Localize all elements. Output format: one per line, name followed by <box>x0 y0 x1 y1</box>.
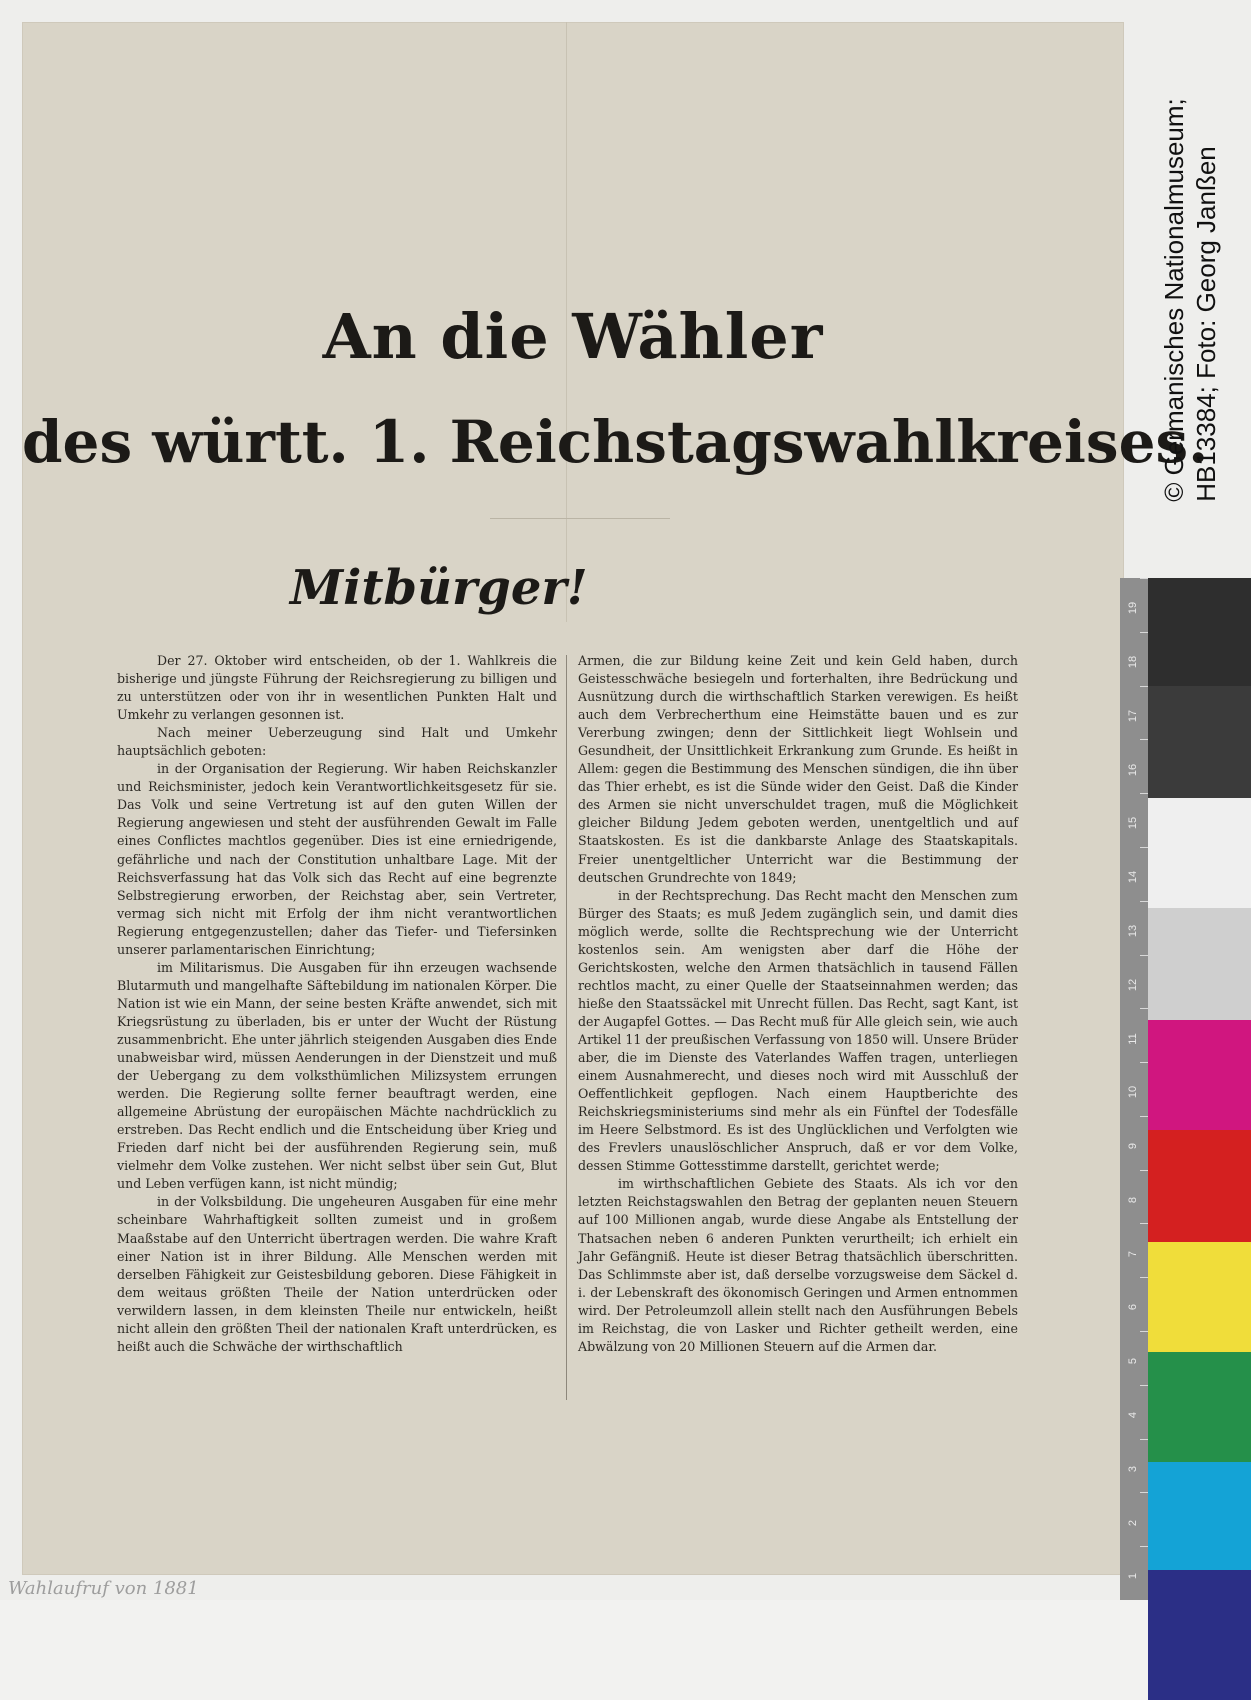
ruler-tick-label: 16 <box>1127 763 1139 776</box>
ruler-tick-label: 12 <box>1127 978 1139 991</box>
paragraph: Armen, die zur Bildung keine Zeit und kein Geld haben, durch Geistesschwäche besiegeln und forterhalten, ihre Bedrückung und Ausnützung durch die wirthschaftlich Starken verewigen. Es heißt auch dem Verbrecherthum eine Heimstätte bauen und es zur Vererbung zwingen; denn der Sittlichkeit liegt Wohlsein und Gesundheit, der Unsittlichkeit Erkrankung zum Grunde. Es heißt in Allem: gegen die Bestimmung des Menschen sündigen, die ihn über das Thier erhebt, es ist die Sünde wider den Geist. Daß die Kinder des Armen sie nicht unverschuldet tragen, muß die Möglichkeit gleicher Bildung Jedem geboten werden, unentgeltlich und auf Staatskosten. Es ist die dankbarste Anlage des Staatskapitals. Freier unentgeltlicher Unterricht war die Bestimmung der deutschen Grundrechte von 1849; <box>578 653 1018 885</box>
paragraph: im wirthschaftlichen Gebiete des Staats. Als ich vor den letzten Reichstagswahlen den Betrag der geplanten neuen Steuern auf 100 Millionen angab, wurde diese Angabe als Entstellung der Thatsachen neben 6 anderen Punkten verurtheilt; ich erhielt ein Jahr Gefängniß. Heute ist dieser Betrag thatsächlich überschritten. Das Schlimmste aber ist, daß derselbe vorzugsweise dem Säckel d. i. der Lebenskraft des ökonomisch Geringen und Armen entnommen wird. Der Petroleumzoll allein stellt nach den Ausführungen Bebels im Reichstag, die von Lasker und Richter getheilt werden, eine Abwälzung von 20 Millionen Steuern auf die Armen dar. <box>578 1176 1018 1354</box>
document-title-line1: An die Wähler <box>322 300 824 373</box>
ruler-tick <box>1140 1385 1148 1386</box>
column-divider <box>566 655 567 1400</box>
paragraph: in der Organisation der Regierung. Wir haben Reichskanzler und Reichsminister, jedoch kein Verantwortlichkeitsgesetz für sie. Das Volk und seine Vertretung ist auf den guten Willen der Regierung angewiesen und steht der ausführenden Gewalt im Falle eines Conflictes machtlos gegenüber. Dies ist eine erniedrigende, gefährliche und nach der Constitution unhaltbare Lage. Mit der Reichsverfassung hat das Volk sich das Recht auf eine begrenzte Selbstregierung erworben, der Reichstag aber, sein Vertreter, vermag sich nicht mit Erfolg der ihm nicht verantwortlichen Regierung entgegenzustellen; daher das Tiefer- und Tiefersinken unserer parlamentarischen Einrichtung; <box>117 761 557 957</box>
ruler-tick-label: 7 <box>1127 1250 1139 1257</box>
ruler-tick-label: 10 <box>1127 1086 1139 1099</box>
ruler-tick-label: 9 <box>1127 1143 1139 1150</box>
cm-ruler <box>1120 578 1148 1600</box>
ruler-tick <box>1140 847 1148 848</box>
ruler-tick-label: 18 <box>1127 655 1139 669</box>
paragraph: im Militarismus. Die Ausgaben für ihn erzeugen wachsende Blutarmuth und mangelhafte Säftebildung im nationalen Körper. Die Nation ist wie ein Mann, der seine besten Kräfte anwendet, sich mit Kriegsrüstung zu überladen, bis er unter der Wucht der Rüstung zusammenbricht. Ehe unter jährlich steigenden Ausgaben dies Ende unabweisbar wird, müssen Aenderungen in der Dienstzeit und muß der Uebergang zu dem volksthümlichen Milizsystem errungen werden. Die Regierung sollte ferner beauftragt werden, eine allgemeine Abrüstung der europäischen Mächte nachdrücklich zu erstreben. Das Recht endlich und die Entscheidung über Krieg und Frieden darf nicht bei der ausführenden Regierung sein, muß vielmehr dem Volke zustehen. Wer nicht selbst über sein Gut, Blut und Leben verfügen kann, ist nicht mündig; <box>117 959 557 1192</box>
ruler-tick <box>1140 686 1148 687</box>
color-swatch <box>1148 1462 1251 1570</box>
ruler-tick-label: 2 <box>1127 1519 1139 1526</box>
color-swatch <box>1148 908 1251 1020</box>
ruler-tick-label: 1 <box>1127 1573 1139 1580</box>
ruler-tick <box>1140 1439 1148 1440</box>
paragraph: in der Volksbildung. Die ungeheuren Ausgaben für eine mehr scheinbare Wahrhaftigkeit sollten zumeist und in großem Maaßstabe auf den Unterricht übertragen werden. Die wahre Kraft einer Nation ist in ihrer Bildung. Alle Menschen werden mit derselben Fähigkeit zur Geistesbildung geboren. Diese Fähigkeit in dem weitaus größten Theile der Nation unterdrücken oder verwildern lassen, in dem kleinsten Theile nur entwickeln, heißt nicht allein den größten Theil der nationalen Kraft unterdrücken, es heißt auch die Schwäche der wirthschaftlich <box>117 1194 557 1354</box>
ruler-tick <box>1140 1223 1148 1224</box>
ruler-tick-label: 5 <box>1127 1358 1139 1365</box>
salutation: Mitbürger! <box>290 560 588 616</box>
handwritten-margin-note: Wahlaufruf von 1881 <box>8 1578 199 1599</box>
ruler-tick-label: 6 <box>1127 1304 1139 1311</box>
paragraph: Der 27. Oktober wird entscheiden, ob der 1. Wahlkreis die bisherige und jüngste Führung der Reichsregierung zu billigen und zu unterstützen oder von ihr in wesentlichen Punkten Halt und Umkehr zu verlangen gesonnen ist. <box>117 653 557 723</box>
credit-line1: © Germanisches Nationalmuseum; <box>1159 98 1189 502</box>
color-swatch <box>1148 686 1251 798</box>
ruler-tick <box>1140 955 1148 956</box>
ruler-tick <box>1140 739 1148 740</box>
color-swatch <box>1148 1130 1251 1242</box>
ruler-tick <box>1140 1170 1148 1171</box>
ruler-tick <box>1140 1008 1148 1009</box>
title-divider <box>490 518 670 519</box>
photo-credit-text <box>1158 98 1222 502</box>
ruler-tick-label: 8 <box>1127 1196 1139 1203</box>
photo-credit <box>1140 30 1240 570</box>
ruler-tick-label: 3 <box>1127 1465 1139 1472</box>
credit-line2: HB13384; Foto: Georg Janßen <box>1191 146 1221 502</box>
color-swatch <box>1148 1242 1251 1352</box>
ruler-tick <box>1140 1331 1148 1332</box>
ruler-tick-label: 15 <box>1127 817 1139 830</box>
ruler-tick <box>1140 1492 1148 1493</box>
color-swatch <box>1148 578 1251 686</box>
ruler-tick <box>1140 578 1148 579</box>
ruler-tick-label: 4 <box>1127 1411 1139 1419</box>
color-swatch <box>1148 1570 1251 1700</box>
ruler-tick-label: 13 <box>1127 924 1139 938</box>
ruler-tick <box>1140 1277 1148 1278</box>
document-title-line2: des württ. 1. Reichstagswahlkreises. <box>22 408 1209 476</box>
color-swatch <box>1148 1352 1251 1462</box>
ruler-tick <box>1140 901 1148 902</box>
paragraph: Nach meiner Ueberzeugung sind Halt und Umkehr hauptsächlich geboten: <box>117 725 557 759</box>
right-column <box>578 652 1018 1356</box>
left-column <box>117 652 557 1356</box>
color-swatch <box>1148 798 1251 908</box>
ruler-tick <box>1140 1546 1148 1547</box>
ruler-tick-label: 14 <box>1127 871 1139 884</box>
ruler-tick <box>1140 793 1148 794</box>
ruler-tick <box>1140 632 1148 633</box>
color-swatch <box>1148 1020 1251 1130</box>
color-calibration-scale <box>1120 578 1251 1600</box>
paragraph: in der Rechtsprechung. Das Recht macht den Menschen zum Bürger des Staats; es muß Jedem zugänglich sein, und damit dies möglich werde, sollte die Rechtsprechung wie der Unterricht kostenlos sein. Am wenigsten aber darf die Höhe der Gerichtskosten, welche den Armen thatsächlich in tausend Fällen rechtlos macht, zu einer Quelle der Staatseinnahmen werden; das hieße den Staatssäckel mit Unrecht füllen. Das Recht, sagt Kant, ist der Augapfel Gottes. — Das Recht muß für Alle gleich sein, wie auch Artikel 11 der preußischen Verfassung von 1850 will. Unsere Brüder aber, die im Dienste des Vaterlandes Waffen tragen, unterliegen einem Ausnahmerecht, und dieses noch wird mit Ausschluß der Oeffentlichkeit gepflogen. Nach einem Hauptberichte des Reichskriegsministeriums sind mehr als ein Fünftel der Todesfälle im Heere Selbstmord. Es ist des Unglücklichen und Verfolgten wie des Frevlers unauslöschlicher Anspruch, daß er vor dem Volke, dessen Stimme Gottesstimme darstellt, gerichtet werde; <box>578 887 1018 1174</box>
ruler-tick-label: 17 <box>1127 709 1139 722</box>
ruler-tick <box>1140 1062 1148 1063</box>
ruler-tick <box>1140 1116 1148 1117</box>
ruler-tick-label: 19 <box>1127 602 1139 615</box>
ruler-tick-label: 11 <box>1127 1032 1139 1045</box>
